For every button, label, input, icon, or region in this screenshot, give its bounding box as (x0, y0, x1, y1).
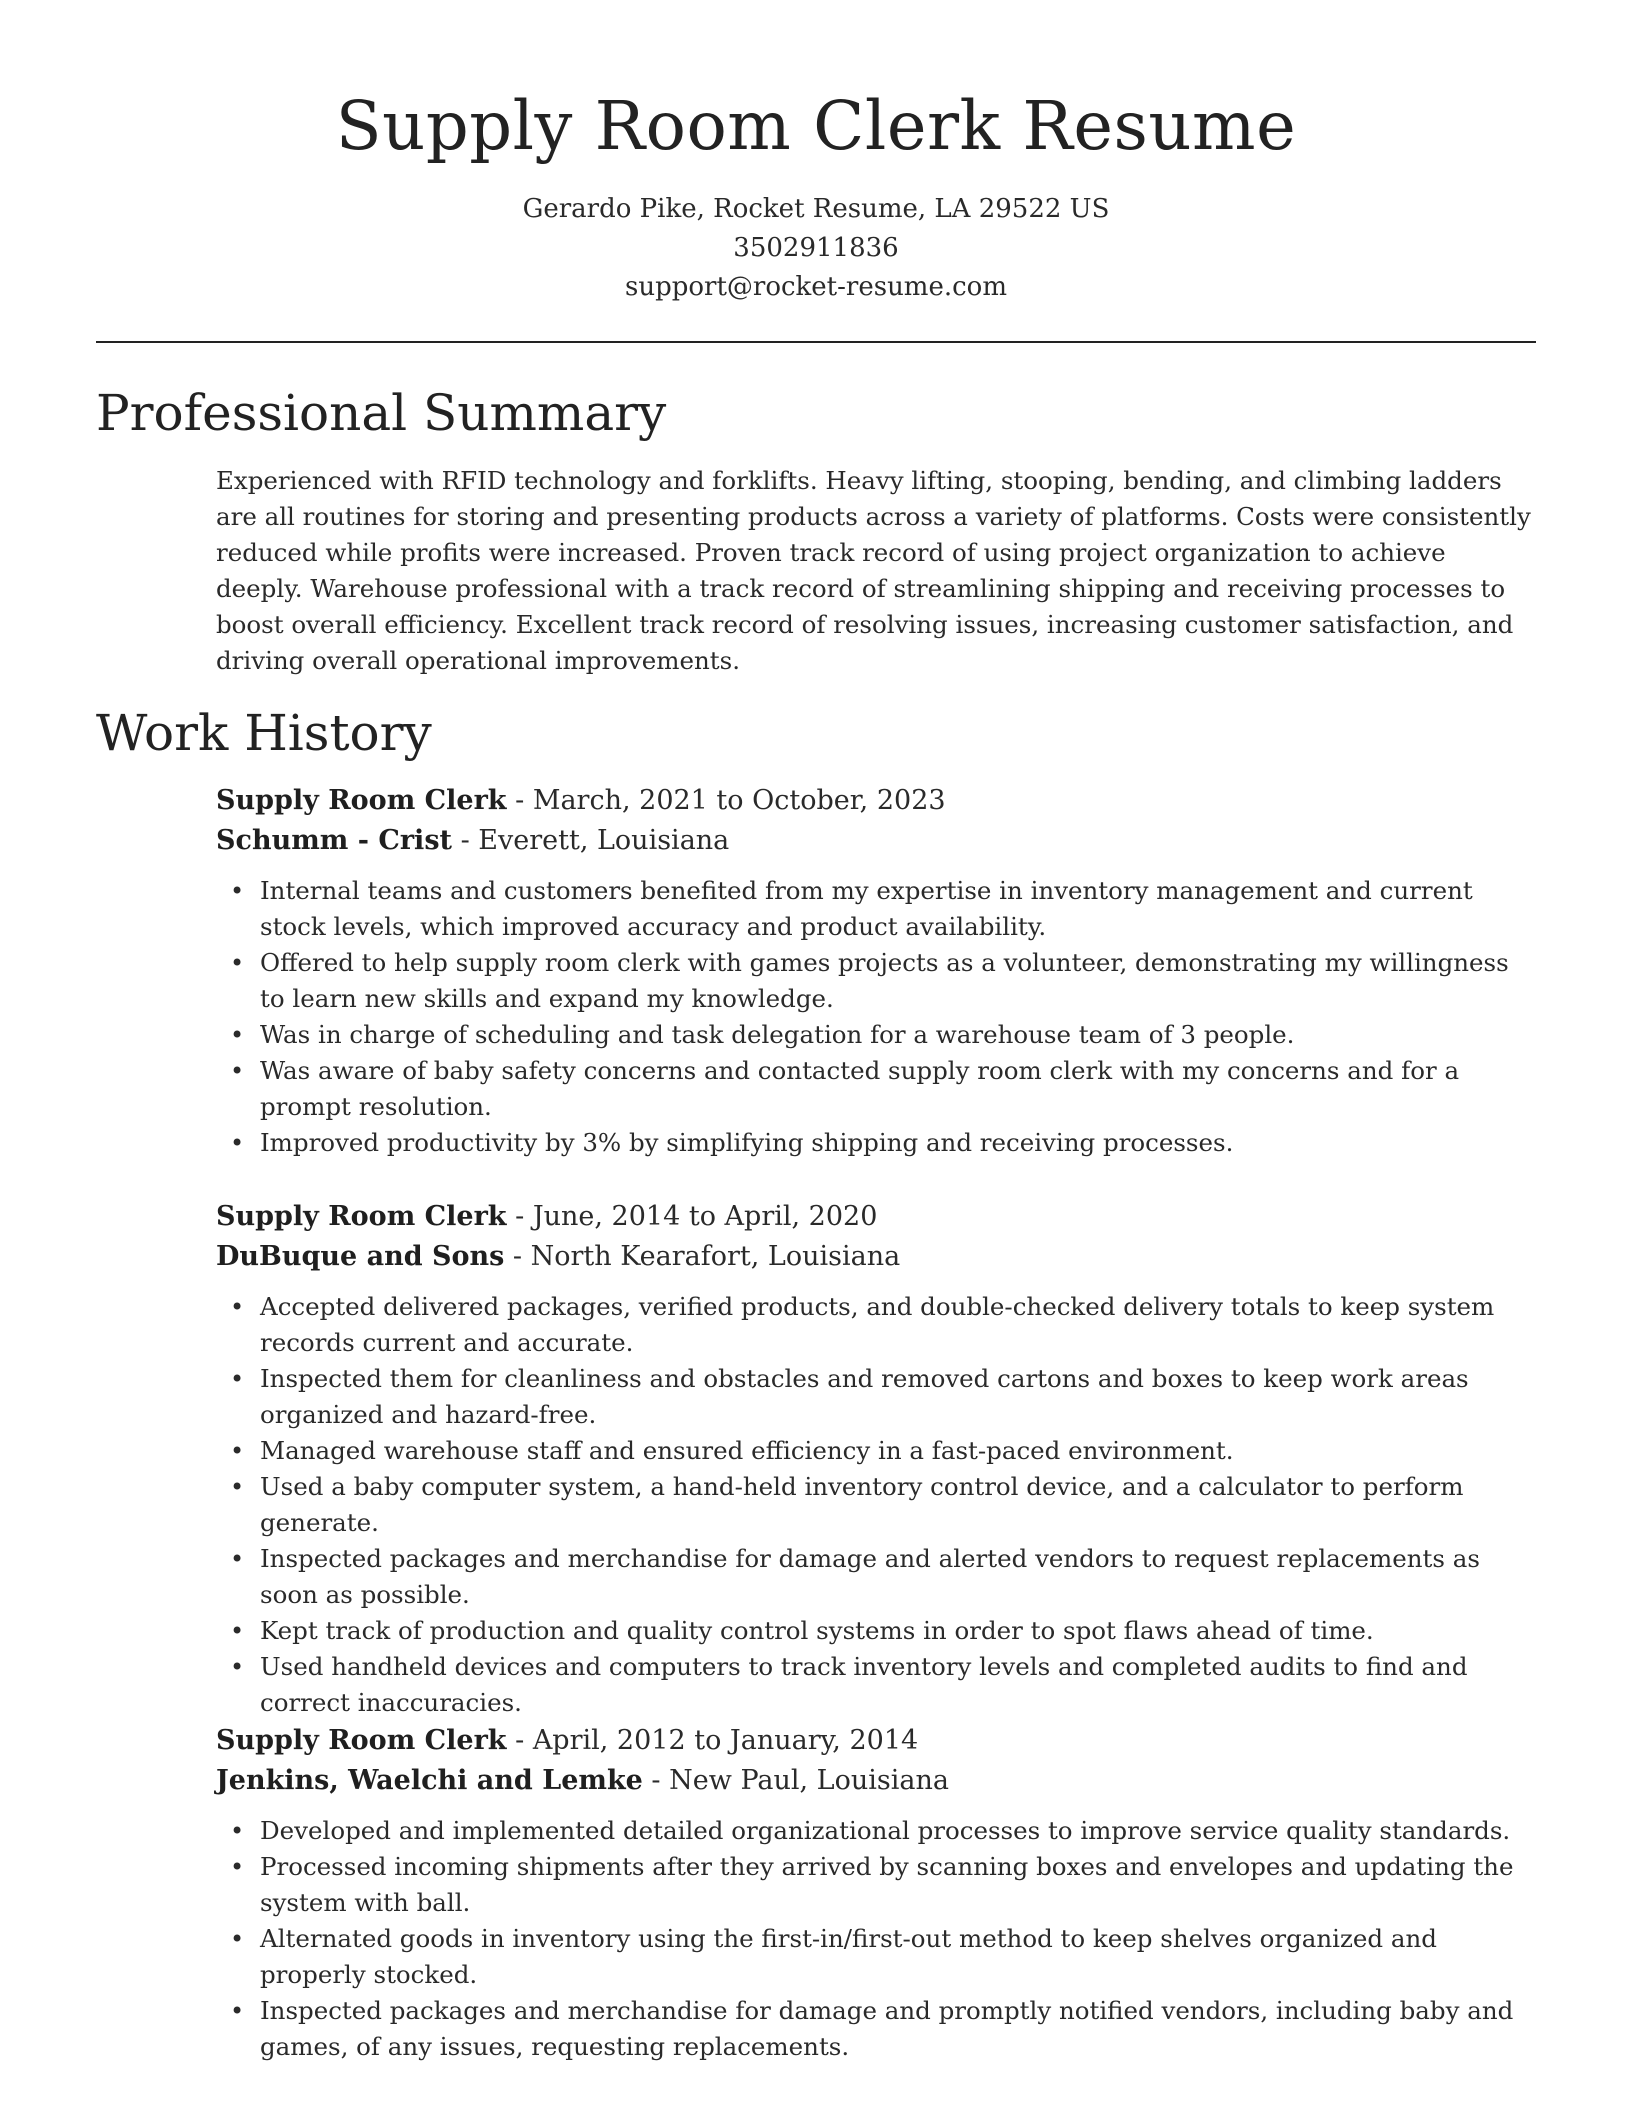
duty-text: Kept track of production and quality control systems in order to spot flaws ahead of time. (260, 1616, 1374, 1645)
duty-text: Used a baby computer system, a hand-held inventory control device, and a calculator to perform generate. (260, 1472, 1464, 1537)
duty-text: Inspected packages and merchandise for damage and promptly notified vendors, including baby and games, of any issues, requesting replacements. (260, 1996, 1514, 2061)
bullet-icon: • (230, 1129, 245, 1157)
list-item (230, 1017, 1536, 1053)
bullet-icon: • (230, 1817, 245, 1845)
bullet-icon: • (230, 1437, 245, 1465)
list-item (230, 1649, 1536, 1721)
work-history-heading: Work History (96, 704, 432, 762)
bullet-icon: • (230, 1293, 245, 1321)
duty-text: Was aware of baby safety concerns and contacted supply room clerk with my concerns and for a prompt resolution. (260, 1056, 1460, 1121)
contact-info (0, 190, 1632, 307)
contact-address: Gerardo Pike, Rocket Resume, LA 29522 US (522, 194, 1110, 224)
duty-text: Managed warehouse staff and ensured efficiency in a fast-paced environment. (260, 1436, 1234, 1465)
bullet-icon: • (230, 1021, 245, 1049)
resume-title: Supply Room Clerk Resume (335, 87, 1297, 165)
duty-text: Improved productivity by 3% by simplifying shipping and receiving processes. (260, 1128, 1234, 1157)
list-item (230, 1541, 1536, 1613)
job-dates: June, 2014 to April, 2020 (532, 1201, 878, 1232)
resume-header (0, 0, 1632, 307)
list-item (230, 1125, 1536, 1161)
bullet-icon: • (230, 949, 245, 977)
summary-text: Experienced with RFID technology and forklifts. Heavy lifting, stooping, bending, and climbing ladders are all routines for storing and presenting products across a variety of platforms. Costs were consistently reduced while profits were increased. Proven track record of using project organization to achieve deeply. Warehouse professional with a track record of streamlining shipping and receiving processes to boost overall efficiency. Excellent track record of resolving issues, increasing customer satisfaction, and driving overall operational improvements. (216, 466, 1531, 675)
duty-text: Processed incoming shipments after they arrived by scanning boxes and envelopes and updating the system with ball. (260, 1852, 1514, 1917)
bullet-icon: • (230, 877, 245, 905)
job-dates: March, 2021 to October, 2023 (532, 785, 946, 816)
duty-text: Internal teams and customers benefited from my expertise in inventory management and current stock levels, which improved accuracy and product availability. (260, 876, 1473, 941)
bullet-icon: • (230, 1473, 245, 1501)
job-company: DuBuque and Sons (216, 1241, 505, 1272)
job-duties-list (216, 873, 1536, 1161)
job-company: Schumm - Crist (216, 825, 452, 856)
job-entry (216, 1721, 1536, 2065)
job-title-line: Supply Room Clerk - March, 2021 to October, 2023 (216, 785, 946, 816)
job-company: Jenkins, Waelchi and Lemke (216, 1765, 643, 1796)
job-company-line: Schumm - Crist - Everett, Louisiana (216, 825, 730, 856)
job-title-line: Supply Room Clerk - April, 2012 to January, 2014 (216, 1725, 919, 1756)
list-item (230, 1053, 1536, 1125)
job-dates: April, 2012 to January, 2014 (532, 1725, 919, 1756)
bullet-icon: • (230, 1057, 245, 1085)
duty-text: Was in charge of scheduling and task delegation for a warehouse team of 3 people. (260, 1020, 1295, 1049)
list-item (230, 1361, 1536, 1433)
duty-text: Inspected them for cleanliness and obstacles and removed cartons and boxes to keep work areas organized and hazard-free. (260, 1364, 1469, 1429)
duty-text: Developed and implemented detailed organizational processes to improve service quality standards. (260, 1816, 1511, 1845)
duty-text: Accepted delivered packages, verified products, and double-checked delivery totals to keep system records current and accurate. (260, 1292, 1495, 1357)
list-item (230, 1849, 1536, 1921)
job-entry (216, 781, 1536, 1161)
summary-heading: Professional Summary (96, 384, 667, 442)
duty-text: Inspected packages and merchandise for damage and alerted vendors to request replacements as soon as possible. (260, 1544, 1480, 1609)
list-item (230, 1813, 1536, 1849)
bullet-icon: • (230, 1617, 245, 1645)
job-title-line: Supply Room Clerk - June, 2014 to April, 2020 (216, 1201, 878, 1232)
job-location: Everett, Louisiana (478, 825, 730, 856)
bullet-icon: • (230, 1365, 245, 1393)
list-item (230, 1993, 1536, 2065)
bullet-icon: • (230, 1853, 245, 1881)
list-item (230, 1289, 1536, 1361)
bullet-icon: • (230, 1545, 245, 1573)
job-company-line: DuBuque and Sons - North Kearafort, Louisiana (216, 1241, 901, 1272)
list-item (230, 945, 1536, 1017)
list-item (230, 873, 1536, 945)
job-entry (216, 1197, 1536, 1721)
job-duties-list (216, 1813, 1536, 2065)
bullet-icon: • (230, 1997, 245, 2025)
list-item (230, 1613, 1536, 1649)
job-title: Supply Room Clerk (216, 1725, 507, 1756)
list-item (230, 1469, 1536, 1541)
duty-text: Alternated goods in inventory using the first-in/first-out method to keep shelves organized and properly stocked. (260, 1924, 1437, 1989)
duty-text: Offered to help supply room clerk with games projects as a volunteer, demonstrating my willingness to learn new skills and expand my knowledge. (260, 948, 1509, 1013)
job-company-line: Jenkins, Waelchi and Lemke - New Paul, Louisiana (216, 1765, 949, 1796)
duty-text: Used handheld devices and computers to track inventory levels and completed audits to find and correct inaccuracies. (260, 1652, 1468, 1717)
header-divider (96, 341, 1536, 343)
job-location: New Paul, Louisiana (669, 1765, 949, 1796)
bullet-icon: • (230, 1653, 245, 1681)
job-title: Supply Room Clerk (216, 1201, 507, 1232)
job-location: North Kearafort, Louisiana (530, 1241, 901, 1272)
list-item (230, 1433, 1536, 1469)
contact-email: support@rocket-resume.com (624, 272, 1007, 302)
job-duties-list (216, 1289, 1536, 1721)
bullet-icon: • (230, 1925, 245, 1953)
contact-phone: 3502911836 (733, 233, 899, 263)
job-title: Supply Room Clerk (216, 785, 507, 816)
list-item (230, 1921, 1536, 1993)
